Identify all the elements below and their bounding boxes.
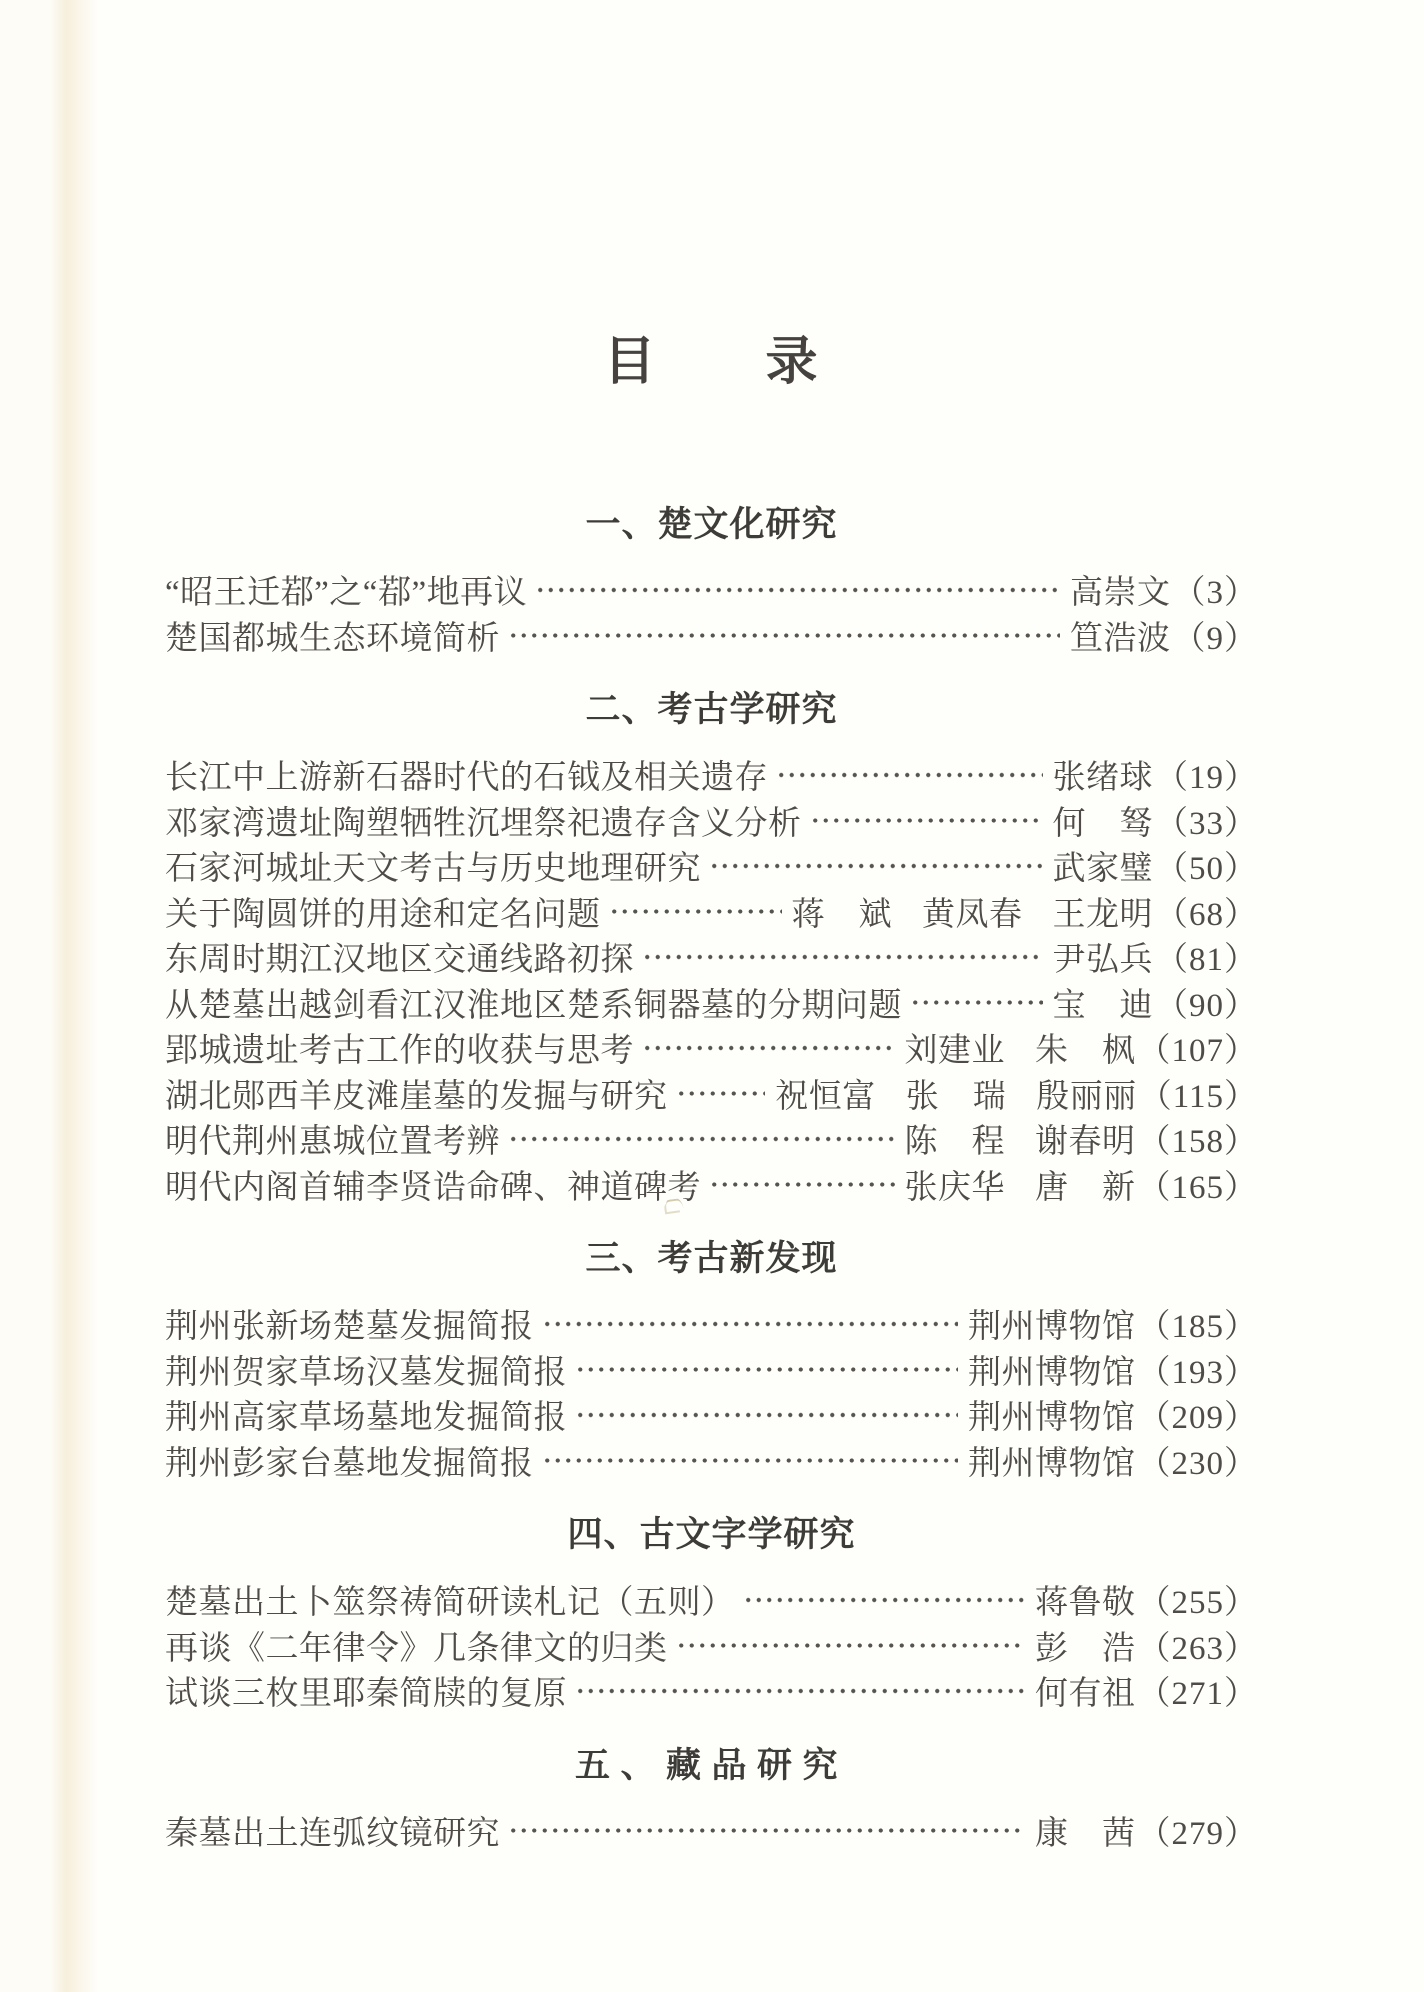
author-name: 笪浩波	[1070, 620, 1171, 657]
toc-section	[165, 1237, 1258, 1483]
entry-page-number: （19）	[1155, 760, 1258, 797]
entry-page-number: （81）	[1155, 942, 1258, 979]
author-name: 武家璧	[1052, 851, 1153, 888]
entry-title: 荆州彭家台墓地发掘简报	[165, 1445, 534, 1482]
toc-entry	[165, 934, 1258, 980]
entry-authors	[1053, 751, 1154, 798]
entry-page-number: （185）	[1137, 1309, 1258, 1346]
dot-leader	[810, 798, 1043, 844]
entry-authors	[1035, 1667, 1136, 1714]
dot-leader	[535, 567, 1060, 613]
author-name: 殷丽丽	[1036, 1078, 1137, 1115]
entry-authors	[968, 1300, 1136, 1347]
entry-page-number: （115）	[1138, 1078, 1258, 1115]
author-name: 康 茜	[1035, 1815, 1136, 1852]
author-name: 黄凤春	[922, 896, 1023, 933]
toc-entry	[165, 980, 1258, 1026]
dot-leader	[910, 980, 1043, 1026]
entry-page-number: （9）	[1172, 620, 1258, 657]
author-name: 张绪球	[1052, 760, 1153, 797]
entry-authors	[1053, 842, 1154, 889]
entry-authors	[775, 1070, 1137, 1117]
entry-title: 明代荆州惠城位置考辨	[165, 1124, 500, 1161]
toc-entry	[165, 1577, 1258, 1623]
entry-title: 东周时期江汉地区交通线路初探	[165, 942, 634, 979]
toc-sections	[165, 503, 1258, 1853]
author-name: 荆州博物馆	[968, 1309, 1136, 1346]
dot-leader	[508, 1808, 1025, 1854]
toc-section	[165, 1744, 1258, 1854]
entry-page-number: （230）	[1137, 1445, 1258, 1482]
dot-leader	[709, 843, 1043, 889]
entry-page-number: （255）	[1137, 1585, 1258, 1622]
entry-title: 楚墓出土卜筮祭祷简研读札记（五则）	[165, 1585, 735, 1622]
toc-entry	[165, 1668, 1258, 1714]
toc-entry	[165, 1116, 1258, 1162]
entry-authors	[792, 888, 1154, 935]
entry-authors	[968, 1346, 1136, 1393]
author-name: 张庆华	[904, 1169, 1005, 1206]
dot-leader	[508, 613, 1060, 659]
author-name: 张 瑞	[905, 1078, 1007, 1115]
dot-leader	[642, 1025, 895, 1071]
author-name: 蒋鲁敬	[1035, 1585, 1136, 1622]
entry-title: 湖北郧西羊皮滩崖墓的发掘与研究	[165, 1078, 668, 1115]
entry-authors	[1053, 979, 1154, 1026]
entry-authors	[905, 1161, 1136, 1208]
entry-page-number: （263）	[1137, 1630, 1258, 1667]
entry-title: 郢城遗址考古工作的收获与思考	[165, 1033, 634, 1070]
toc-entry	[165, 1071, 1258, 1117]
author-name: 宝 迪	[1052, 987, 1153, 1024]
entry-page-number: （279）	[1137, 1815, 1258, 1852]
dot-leader	[642, 934, 1043, 980]
section-heading: 一、楚文化研究	[585, 505, 838, 544]
section-heading: 四、古文字学研究	[567, 1515, 856, 1554]
entry-page-number: （271）	[1137, 1676, 1258, 1713]
entry-authors	[1053, 933, 1154, 980]
entry-title: 荆州贺家草场汉墓发掘简报	[165, 1354, 567, 1391]
author-name: 彭 浩	[1035, 1630, 1136, 1667]
entry-title: 邓家湾遗址陶塑牺牲沉埋祭祀遗存含义分析	[165, 805, 802, 842]
author-name: 朱 枫	[1035, 1033, 1136, 1070]
entry-title: 长江中上游新石器时代的石钺及相关遗存	[165, 760, 768, 797]
toc-entry	[165, 1162, 1258, 1208]
entry-title: “昭王迁鄀”之“鄀”地再议	[165, 575, 528, 612]
entry-page-number: （107）	[1137, 1033, 1258, 1070]
entry-title: 荆州高家草场墓地发掘简报	[165, 1400, 567, 1437]
entry-authors	[1035, 1576, 1136, 1623]
author-name: 王龙明	[1052, 896, 1153, 933]
entry-page-number: （158）	[1137, 1124, 1258, 1161]
toc-section	[165, 1513, 1258, 1714]
dot-leader	[542, 1438, 959, 1484]
entry-authors	[1053, 797, 1154, 844]
section-heading: 五、藏品研究	[574, 1745, 848, 1785]
toc-entry	[165, 613, 1258, 659]
entry-title: 秦墓出土连弧纹镜研究	[165, 1815, 500, 1852]
toc-entry	[165, 798, 1258, 844]
author-name: 荆州博物馆	[968, 1445, 1136, 1482]
toc-entry	[165, 1623, 1258, 1669]
page-title: 目 录	[603, 334, 820, 391]
entry-page-number: （165）	[1137, 1169, 1258, 1206]
entry-title: 试谈三枚里耶秦简牍的复原	[165, 1676, 567, 1713]
entry-authors	[1070, 612, 1171, 659]
entry-authors	[1035, 1807, 1136, 1854]
entry-authors	[1070, 566, 1171, 613]
author-name: 蒋 斌	[791, 896, 892, 933]
toc-section	[165, 688, 1258, 1207]
entry-title: 明代内阁首辅李贤诰命碑、神道碑考	[165, 1169, 701, 1206]
author-name: 谢春明	[1035, 1124, 1136, 1161]
dot-leader	[575, 1347, 958, 1393]
author-name: 陈 程	[904, 1124, 1005, 1161]
dot-leader	[709, 1162, 895, 1208]
toc-entry	[165, 843, 1258, 889]
author-name: 高崇文	[1070, 575, 1171, 612]
author-name: 荆州博物馆	[968, 1354, 1136, 1391]
entry-page-number: （33）	[1155, 805, 1258, 842]
entry-title: 石家河城址天文考古与历史地理研究	[165, 851, 701, 888]
toc-entry	[165, 889, 1258, 935]
section-heading: 三、考古新发现	[585, 1239, 838, 1278]
entry-authors	[905, 1115, 1136, 1162]
entry-authors	[1035, 1622, 1136, 1669]
dot-leader	[609, 889, 782, 935]
author-name: 何有祖	[1035, 1676, 1136, 1713]
dot-leader	[575, 1668, 1025, 1714]
toc-entry	[165, 1347, 1258, 1393]
author-name: 唐 新	[1035, 1169, 1136, 1206]
entry-page-number: （209）	[1137, 1400, 1258, 1437]
author-name: 刘建业	[904, 1033, 1005, 1070]
dot-leader	[676, 1623, 1026, 1669]
entry-title: 从楚墓出越剑看江汉淮地区楚系铜器墓的分期问题	[165, 987, 902, 1024]
entry-page-number: （90）	[1155, 987, 1258, 1024]
toc-entry	[165, 1438, 1258, 1484]
author-name: 祝恒富	[775, 1078, 876, 1115]
dot-leader	[676, 1071, 766, 1117]
section-heading: 二、考古学研究	[585, 690, 838, 729]
author-name: 尹弘兵	[1052, 942, 1153, 979]
dot-leader	[776, 752, 1043, 798]
toc-entry	[165, 1025, 1258, 1071]
dot-leader	[575, 1392, 958, 1438]
author-name: 何 驽	[1052, 805, 1153, 842]
entry-title: 楚国都城生态环境简析	[165, 620, 500, 657]
entry-title: 荆州张新场楚墓发掘简报	[165, 1309, 534, 1346]
toc-section	[165, 503, 1258, 658]
entry-page-number: （68）	[1155, 896, 1258, 933]
entry-authors	[905, 1024, 1136, 1071]
entry-title: 再谈《二年律令》几条律文的归类	[165, 1630, 668, 1667]
entry-page-number: （50）	[1155, 851, 1258, 888]
entry-title: 关于陶圆饼的用途和定名问题	[165, 896, 601, 933]
entry-authors	[968, 1437, 1136, 1484]
entry-page-number: （193）	[1137, 1354, 1258, 1391]
toc-entry	[165, 1808, 1258, 1854]
entry-authors	[968, 1391, 1136, 1438]
toc-entry	[165, 1392, 1258, 1438]
author-name: 荆州博物馆	[968, 1400, 1136, 1437]
dot-leader	[743, 1577, 1026, 1623]
entry-page-number: （3）	[1172, 575, 1258, 612]
dot-leader	[542, 1301, 959, 1347]
toc-entry	[165, 567, 1258, 613]
toc-entry	[165, 752, 1258, 798]
dot-leader	[508, 1116, 895, 1162]
toc-entry	[165, 1301, 1258, 1347]
